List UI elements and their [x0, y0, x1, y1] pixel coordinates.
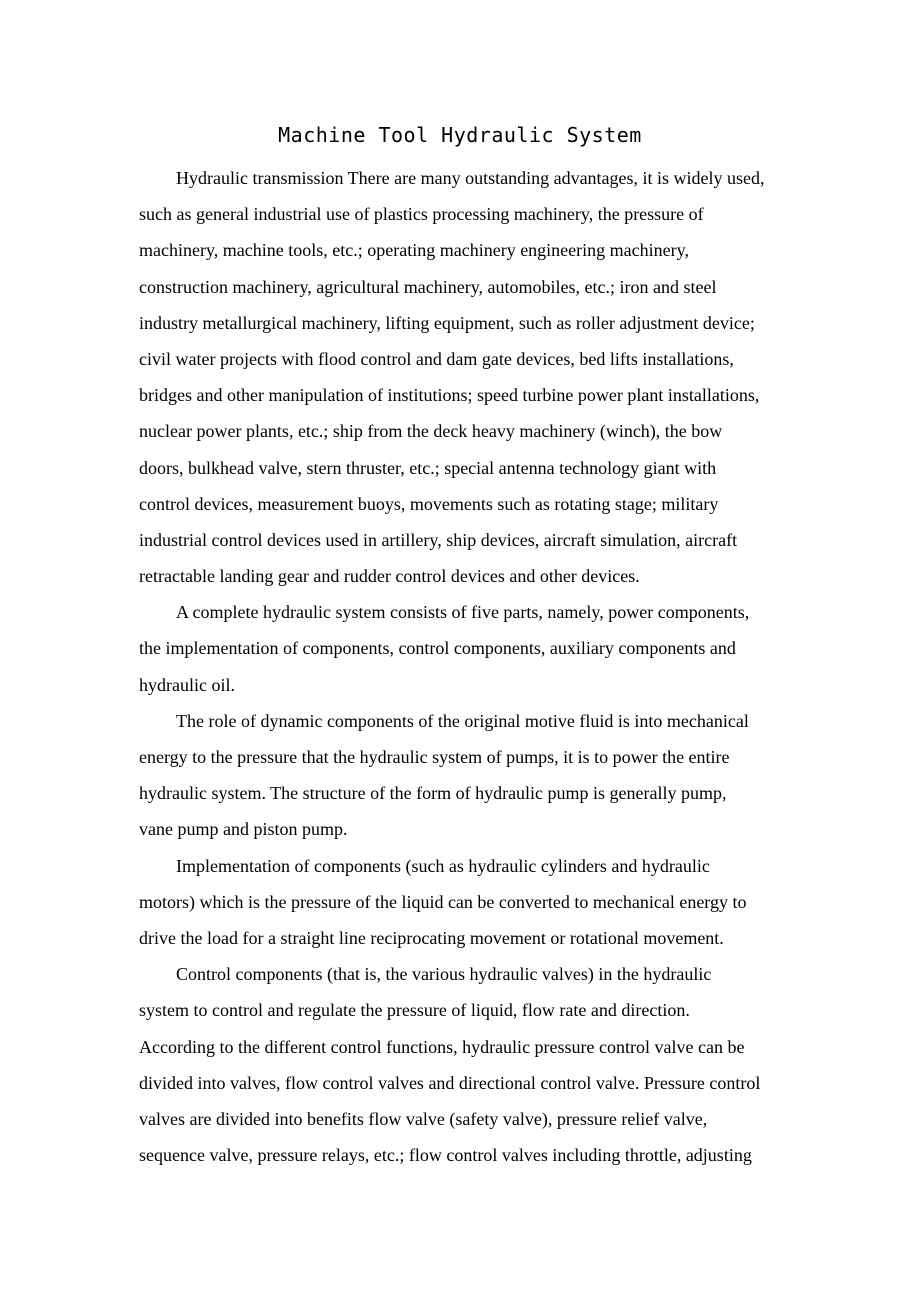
- paragraph: [139, 594, 789, 703]
- paragraph-line: divided into valves, flow control valves and directional control valve. Pressure control: [139, 1072, 761, 1093]
- paragraph-line: hydraulic oil.: [139, 674, 235, 695]
- document-body: [139, 160, 789, 1173]
- paragraph-line: system to control and regulate the pressure of liquid, flow rate and direction.: [139, 1000, 690, 1021]
- paragraph-line: industrial control devices used in artillery, ship devices, aircraft simulation, aircraft: [139, 529, 738, 550]
- paragraph-line: According to the different control functions, hydraulic pressure control valve can be: [139, 1036, 745, 1057]
- paragraph-line: hydraulic system. The structure of the form of hydraulic pump is generally pump,: [139, 783, 727, 804]
- paragraph-line: A complete hydraulic system consists of five parts, namely, power components,: [176, 602, 750, 623]
- paragraph-line: such as general industrial use of plastics processing machinery, the pressure of: [139, 204, 704, 225]
- paragraph-line: the implementation of components, control components, auxiliary components and: [139, 638, 736, 659]
- paragraph-line: doors, bulkhead valve, stern thruster, etc.; special antenna technology giant with: [139, 457, 717, 478]
- document-title: Machine Tool Hydraulic System: [278, 123, 642, 147]
- paragraph-line: Hydraulic transmission There are many outstanding advantages, it is widely used,: [176, 168, 765, 188]
- paragraph: [139, 160, 789, 594]
- paragraph-line: retractable landing gear and rudder control devices and other devices.: [139, 566, 640, 587]
- paragraph: [139, 956, 789, 1173]
- paragraph-line: construction machinery, agricultural machinery, automobiles, etc.; iron and steel: [139, 276, 717, 297]
- paragraph: [139, 848, 789, 957]
- paragraph-line: civil water projects with flood control and dam gate devices, bed lifts installations,: [139, 348, 734, 369]
- paragraph-line: sequence valve, pressure relays, etc.; flow control valves including throttle, adjusting: [139, 1145, 752, 1166]
- paragraph-line: energy to the pressure that the hydraulic system of pumps, it is to power the entire: [139, 747, 730, 767]
- paragraph-line: valves are divided into benefits flow valve (safety valve), pressure relief valve,: [139, 1108, 708, 1129]
- paragraph-line: machinery, machine tools, etc.; operating machinery engineering machinery,: [139, 240, 689, 261]
- paragraph-line: control devices, measurement buoys, movements such as rotating stage; military: [139, 493, 719, 514]
- paragraph-line: Control components (that is, the various hydraulic valves) in the hydraulic: [176, 964, 712, 985]
- paragraph-line: The role of dynamic components of the original motive fluid is into mechanical: [176, 710, 749, 731]
- paragraph-line: drive the load for a straight line reciprocating movement or rotational movement.: [139, 927, 724, 948]
- paragraph-line: motors) which is the pressure of the liquid can be converted to mechanical energy to: [139, 891, 747, 912]
- paragraph-line: Implementation of components (such as hydraulic cylinders and hydraulic: [176, 855, 710, 876]
- paragraph-line: industry metallurgical machinery, lifting equipment, such as roller adjustment device;: [139, 312, 755, 333]
- paragraph: [139, 703, 789, 848]
- paragraph-line: bridges and other manipulation of institutions; speed turbine power plant installations,: [139, 385, 760, 406]
- paragraph-line: vane pump and piston pump.: [139, 819, 348, 840]
- paragraph-line: nuclear power plants, etc.; ship from the deck heavy machinery (winch), the bow: [139, 421, 723, 442]
